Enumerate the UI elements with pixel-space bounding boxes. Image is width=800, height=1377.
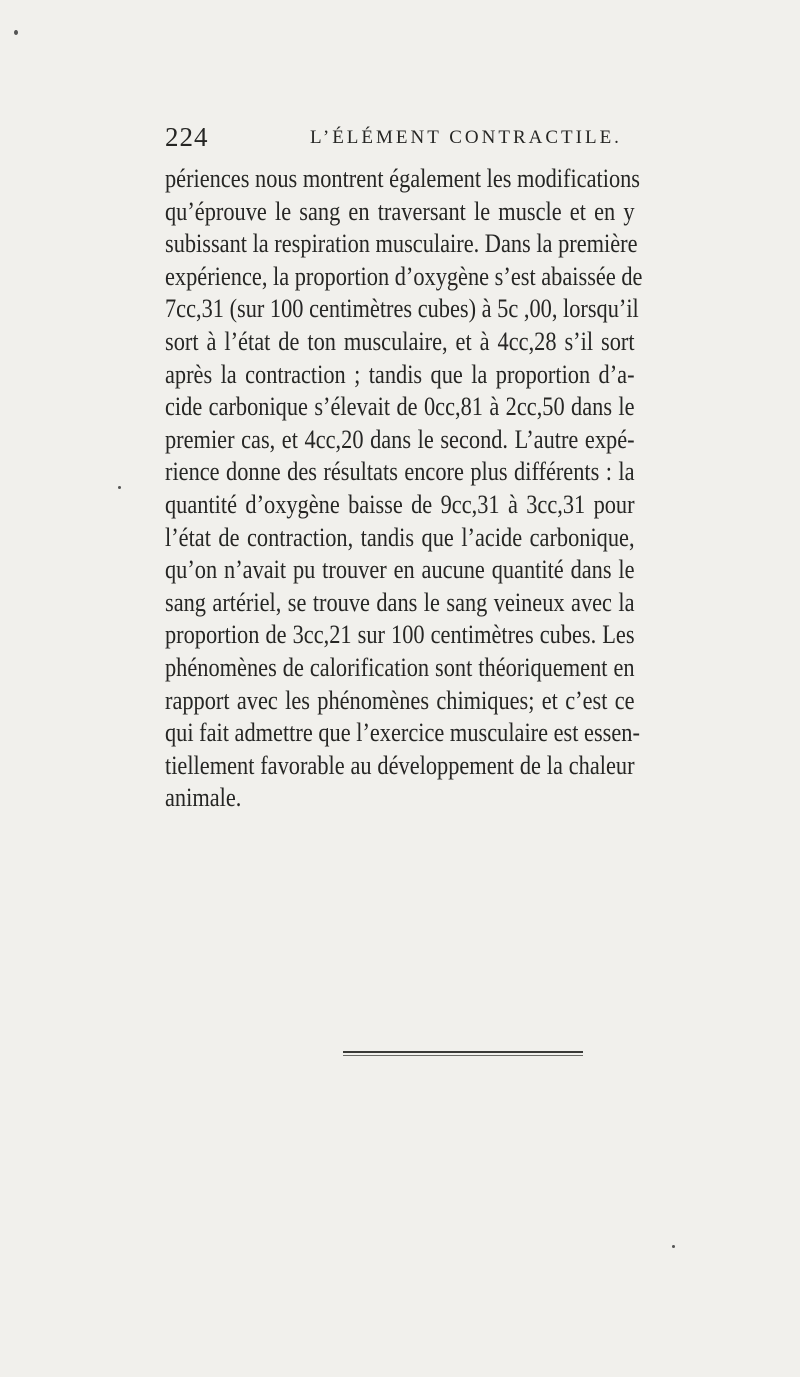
section-rule [343,1051,583,1053]
text-line: périences nous montrent également les modifications [165,164,641,193]
text-line: sort à l’état de ton musculaire, et à 4cc,28 s’il sort [165,326,635,356]
page-header [165,122,633,156]
ink-speck [118,486,121,489]
text-line: tiellement favorable au développement de la chaleur [165,750,635,780]
text-line: sang artériel, se trouve dans le sang veineux avec la [165,587,635,617]
text-line: 7cc,31 (sur 100 centimètres cubes) à 5c ,00, lorsqu’il [165,294,639,324]
text-line: proportion de 3cc,21 sur 100 centimètres cubes. Les [165,620,635,650]
text-line: qu’éprouve le sang en traversant le muscle et en y [165,196,635,226]
text-line: qui fait admettre que l’exercice musculaire est essen- [165,718,640,748]
running-head: L’ÉLÉMENT CONTRACTILE. [310,127,622,148]
text-line: quantité d’oxygène baisse de 9cc,31 à 3cc,31 pour [165,489,635,519]
text-line-final: animale. [165,783,242,813]
section-rule-thin [343,1055,583,1056]
text-line: premier cas, et 4cc,20 dans le second. L’autre expé- [165,424,635,454]
page-number: 224 [165,122,209,152]
text-line: après la contraction ; tandis que la proportion d’a- [165,359,635,389]
text-line: phénomènes de calorification sont théoriquement en [165,652,635,682]
text-line: rience donne des résultats encore plus différents : la [165,457,635,487]
text-line: cide carbonique s’élevait de 0cc,81 à 2cc,50 dans le [165,392,635,422]
ink-speck [14,30,18,35]
text-line: l’état de contraction, tandis que l’acide carbonique, [165,522,635,552]
text-line: rapport avec les phénomènes chimiques; et c’est ce [165,685,635,715]
text-line: expérience, la proportion d’oxygène s’est abaissée de [165,261,643,291]
text-line: qu’on n’avait pu trouver en aucune quantité dans le [165,555,635,585]
ink-speck [672,1245,675,1248]
body-paragraph [165,163,643,815]
text-line: subissant la respiration musculaire. Dans la première [165,229,638,259]
